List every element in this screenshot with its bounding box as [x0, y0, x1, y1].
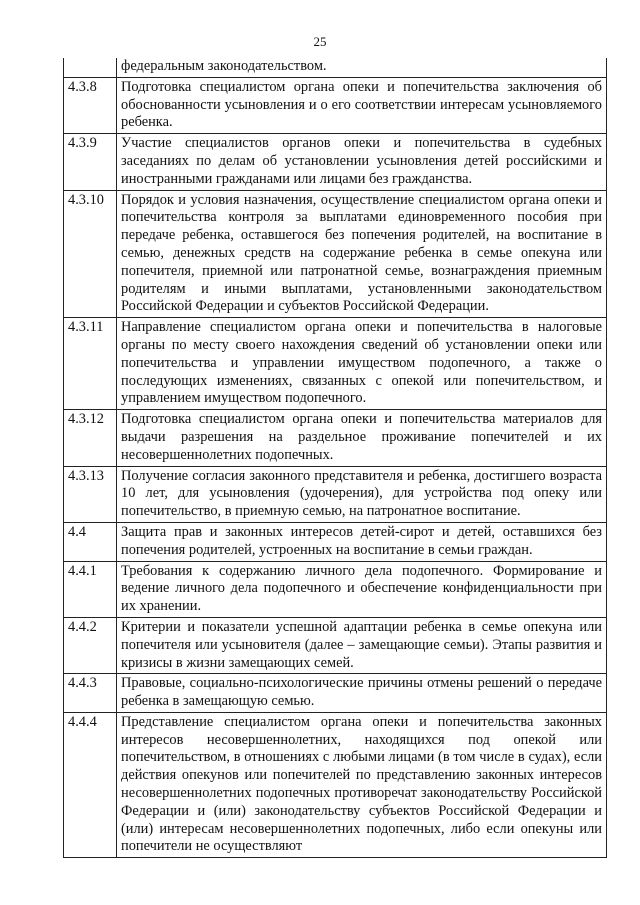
row-text-cell: Представление специалистом органа опеки и попечительства законных интересов несовершеннолетних, находящихся под опекой или попечительством, в отношениях с любыми лицами (в том числе в судах), если действия опекунов или попечителей по представлению законных интересов несовершеннолетних подопечных противоречат законодательству Российской Федерации и (или) законодательству субъектов Российской Федерации и (или) интересам несовершеннолетних подопечных, либо если опекуны или попечители не осуществляют — [117, 712, 607, 857]
table-row — [64, 712, 607, 857]
row-number-cell: 4.4.2 — [64, 617, 117, 673]
table-row — [64, 561, 607, 617]
table-row — [64, 674, 607, 713]
row-text-cell: Подготовка специалистом органа опеки и попечительства материалов для выдачи разрешения на раздельное проживание попечителей и их несовершеннолетних подопечных. — [117, 410, 607, 466]
table-row — [64, 134, 607, 190]
table-row — [64, 522, 607, 561]
table-row — [64, 77, 607, 133]
row-text-cell: Направление специалистом органа опеки и попечительства в налоговые органы по месту своего нахождения сведений об установлении опеки или попечительства и управлении имуществом подопечного, а также о последующих изменениях, связанных с опекой или попечительством, и управлением имуществом подопечного. — [117, 318, 607, 410]
table-row — [64, 410, 607, 466]
row-text-cell: федеральным законодательством. — [117, 58, 607, 77]
row-text-cell: Критерии и показатели успешной адаптации ребенка в семье опекуна или попечителя или усыновителя (далее – замещающие семьи). Этапы развития и кризисы в жизни замещающих семей. — [117, 617, 607, 673]
table-row — [64, 318, 607, 410]
row-text-cell: Участие специалистов органов опеки и попечительства в судебных заседаниях по делам об установлении усыновления детей российскими и иностранными гражданами или лицами без гражданства. — [117, 134, 607, 190]
row-text-cell: Подготовка специалистом органа опеки и попечительства заключения об обоснованности усыновления и о его соответствии интересам усыновляемого ребенка. — [117, 77, 607, 133]
row-number-cell: 4.3.11 — [64, 318, 117, 410]
row-number-cell: 4.3.13 — [64, 466, 117, 522]
table-row — [64, 190, 607, 318]
table-row-continuation — [64, 58, 607, 77]
curriculum-table — [63, 58, 607, 858]
row-number-cell: 4.3.12 — [64, 410, 117, 466]
row-number-cell: 4.3.9 — [64, 134, 117, 190]
row-text-cell: Порядок и условия назначения, осуществление специалистом органа опеки и попечительства контроля за выплатами единовременного пособия при передаче ребенка, оставшегося без попечения родителей, на воспитание в семью, денежных средств на содержание ребенка в семье опекуна или попечителя, приемной или патронатной семье, вознаграждения приемным родителям и иными выплатами, установленными законодательством Российской Федерации и субъектов Российской Федерации. — [117, 190, 607, 318]
row-number-cell: 4.4.1 — [64, 561, 117, 617]
row-text-cell: Получение согласия законного представителя и ребенка, достигшего возраста 10 лет, для усыновления (удочерения), для устройства под опеку или попечительство, в приемную семью, на патронатное воспитание. — [117, 466, 607, 522]
row-text-cell: Правовые, социально-психологические причины отмены решений о передаче ребенка в замещающую семью. — [117, 674, 607, 713]
row-text-cell: Защита прав и законных интересов детей-сирот и детей, оставшихся без попечения родителей, устроенных на воспитание в семьи граждан. — [117, 522, 607, 561]
row-number-cell: 4.4 — [64, 522, 117, 561]
table-row — [64, 617, 607, 673]
row-number-cell: 4.4.4 — [64, 712, 117, 857]
row-number-cell — [64, 58, 117, 77]
row-number-cell: 4.4.3 — [64, 674, 117, 713]
row-number-cell: 4.3.8 — [64, 77, 117, 133]
table-row — [64, 466, 607, 522]
row-number-cell: 4.3.10 — [64, 190, 117, 318]
row-text-cell: Требования к содержанию личного дела подопечного. Формирование и ведение личного дела подопечного и обеспечение конфиденциальности при их хранении. — [117, 561, 607, 617]
page-number: 25 — [313, 34, 327, 49]
